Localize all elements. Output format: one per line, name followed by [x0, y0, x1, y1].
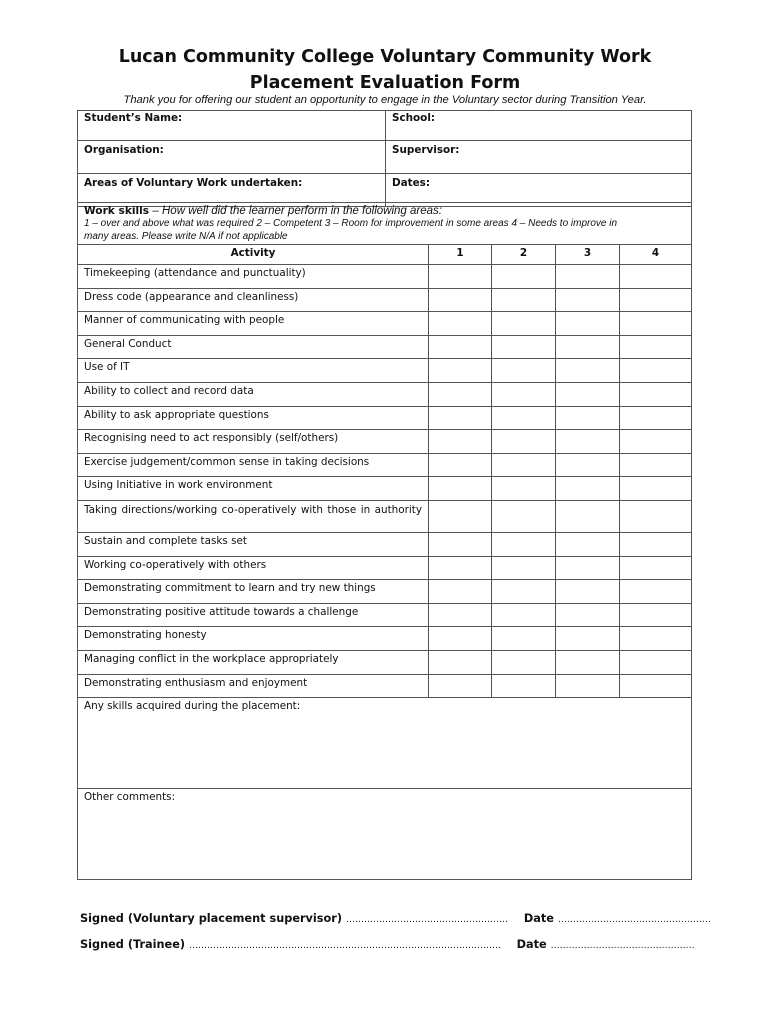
- rating-1-cell[interactable]: [429, 580, 492, 604]
- other-comments-row: [78, 789, 692, 880]
- supervisor-date-label: Date: [523, 912, 554, 925]
- activity-label: Exercise judgement/common sense in taking decisions: [78, 453, 429, 477]
- rating-4-cell[interactable]: [620, 382, 692, 406]
- work-skills-header: [78, 203, 692, 245]
- rating-3-cell[interactable]: [556, 430, 620, 454]
- activity-label: Sustain and complete tasks set: [78, 532, 429, 556]
- activity-row: [78, 430, 692, 454]
- title-line-1: Lucan Community College Voluntary Community Work: [118, 47, 652, 67]
- trainee-date-label: Date: [516, 938, 547, 951]
- activity-label: Taking directions/working co-operatively with those in authority: [78, 500, 429, 532]
- rating-2-cell[interactable]: [492, 359, 556, 383]
- activity-row: [78, 406, 692, 430]
- rating-1-cell[interactable]: [429, 556, 492, 580]
- activity-row: [78, 674, 692, 698]
- supervisor-signature-line: [80, 912, 711, 925]
- rating-1-cell[interactable]: [429, 627, 492, 651]
- rating-4-cell[interactable]: [620, 430, 692, 454]
- rating-2-cell[interactable]: [492, 382, 556, 406]
- rating-1-cell[interactable]: [429, 603, 492, 627]
- activity-row: [78, 556, 692, 580]
- rating-1-cell[interactable]: [429, 650, 492, 674]
- supervisor-signature-field[interactable]: ………………………………………………: [345, 915, 508, 925]
- activity-label: Demonstrating enthusiasm and enjoyment: [78, 674, 429, 698]
- rating-4-cell[interactable]: [620, 580, 692, 604]
- activity-row: [78, 453, 692, 477]
- rating-2-cell[interactable]: [492, 627, 556, 651]
- rating-4-cell[interactable]: [620, 627, 692, 651]
- rating-4-cell[interactable]: [620, 288, 692, 312]
- rating-2-cell[interactable]: [492, 603, 556, 627]
- rating-3-cell[interactable]: [556, 265, 620, 289]
- rating-1-cell[interactable]: [429, 265, 492, 289]
- activity-row: [78, 382, 692, 406]
- rating-3-cell[interactable]: [556, 312, 620, 336]
- rating-2-header: 2: [492, 245, 556, 265]
- dates-field[interactable]: Dates:: [386, 174, 692, 207]
- supervisor-signature-label: Signed (Voluntary placement supervisor): [80, 912, 343, 925]
- rating-4-cell[interactable]: [620, 674, 692, 698]
- rating-legend-line-1: 1 – over and above what was required 2 – Competent 3 – Room for improvement in some areas 4 – Needs to improve in: [84, 218, 618, 229]
- rating-3-cell[interactable]: [556, 580, 620, 604]
- rating-2-cell[interactable]: [492, 477, 556, 501]
- rating-4-header: 4: [620, 245, 692, 265]
- activity-label: Using Initiative in work environment: [78, 477, 429, 501]
- activity-label: General Conduct: [78, 335, 429, 359]
- rating-1-cell[interactable]: [429, 453, 492, 477]
- activity-row: [78, 359, 692, 383]
- rating-2-cell[interactable]: [492, 406, 556, 430]
- activity-label: Manner of communicating with people: [78, 312, 429, 336]
- form-title: [0, 44, 770, 96]
- rating-1-cell[interactable]: [429, 359, 492, 383]
- rating-4-cell[interactable]: [620, 312, 692, 336]
- work-skills-question: – How well did the learner perform in the following areas:: [152, 205, 442, 217]
- rating-2-cell[interactable]: [492, 580, 556, 604]
- column-header-row: [78, 245, 692, 265]
- rating-4-cell[interactable]: [620, 477, 692, 501]
- trainee-signature-line: [80, 938, 695, 951]
- trainee-date-field[interactable]: …………………………………………: [550, 941, 695, 951]
- rating-4-cell[interactable]: [620, 335, 692, 359]
- activity-label: Ability to ask appropriate questions: [78, 406, 429, 430]
- rating-4-cell[interactable]: [620, 453, 692, 477]
- rating-3-cell[interactable]: [556, 674, 620, 698]
- activity-label: Demonstrating honesty: [78, 627, 429, 651]
- rating-3-cell[interactable]: [556, 477, 620, 501]
- rating-3-cell[interactable]: [556, 500, 620, 532]
- rating-2-cell[interactable]: [492, 500, 556, 532]
- rating-2-cell[interactable]: [492, 430, 556, 454]
- activity-label: Use of IT: [78, 359, 429, 383]
- intro-text: Thank you for offering our student an opportunity to engage in the Voluntary sector during Transition Year.: [123, 94, 647, 106]
- supervisor-field[interactable]: Supervisor:: [386, 141, 692, 174]
- rating-1-cell[interactable]: [429, 430, 492, 454]
- activity-row: [78, 288, 692, 312]
- rating-3-cell[interactable]: [556, 288, 620, 312]
- rating-3-cell[interactable]: [556, 650, 620, 674]
- rating-4-cell[interactable]: [620, 603, 692, 627]
- rating-1-cell[interactable]: [429, 477, 492, 501]
- rating-2-cell[interactable]: [492, 674, 556, 698]
- activity-row: [78, 265, 692, 289]
- other-comments-field[interactable]: Other comments:: [78, 789, 692, 880]
- activity-label: Dress code (appearance and cleanliness): [78, 288, 429, 312]
- activity-row: [78, 335, 692, 359]
- rating-3-cell[interactable]: [556, 406, 620, 430]
- rating-1-cell[interactable]: [429, 335, 492, 359]
- rating-4-cell[interactable]: [620, 650, 692, 674]
- rating-3-cell[interactable]: [556, 627, 620, 651]
- rating-2-cell[interactable]: [492, 650, 556, 674]
- rating-1-cell[interactable]: [429, 288, 492, 312]
- rating-1-cell[interactable]: [429, 406, 492, 430]
- trainee-signature-field[interactable]: …………………………………………………………………………………………..: [188, 941, 501, 951]
- rating-3-header: 3: [556, 245, 620, 265]
- activity-row: [78, 312, 692, 336]
- rating-4-cell[interactable]: [620, 532, 692, 556]
- school-field[interactable]: School:: [386, 111, 692, 141]
- rating-legend-line-2: many areas. Please write N/A if not applicable: [84, 231, 288, 242]
- rating-1-cell[interactable]: [429, 532, 492, 556]
- activity-label: Working co-operatively with others: [78, 556, 429, 580]
- rating-2-cell[interactable]: [492, 335, 556, 359]
- rating-1-cell[interactable]: [429, 674, 492, 698]
- activity-row: [78, 500, 692, 532]
- skills-acquired-row: [78, 698, 692, 789]
- rating-1-cell[interactable]: [429, 500, 492, 532]
- activity-row: [78, 603, 692, 627]
- rating-3-cell[interactable]: [556, 382, 620, 406]
- rating-3-cell[interactable]: [556, 603, 620, 627]
- rating-3-cell[interactable]: [556, 532, 620, 556]
- rating-2-cell[interactable]: [492, 556, 556, 580]
- rating-2-cell[interactable]: [492, 453, 556, 477]
- work-skills-table: [77, 202, 692, 880]
- title-line-2: Placement Evaluation Form: [249, 73, 521, 93]
- rating-2-cell[interactable]: [492, 265, 556, 289]
- activity-row: [78, 580, 692, 604]
- rating-2-cell[interactable]: [492, 288, 556, 312]
- activity-label: Ability to collect and record data: [78, 382, 429, 406]
- areas-field[interactable]: Areas of Voluntary Work undertaken:: [78, 174, 386, 207]
- rating-4-cell[interactable]: [620, 359, 692, 383]
- activity-label: Demonstrating positive attitude towards a challenge: [78, 603, 429, 627]
- rating-4-cell[interactable]: [620, 500, 692, 532]
- rating-4-cell[interactable]: [620, 556, 692, 580]
- activity-label: Managing conflict in the workplace appropriately: [78, 650, 429, 674]
- activity-label: Recognising need to act responsibly (self/others): [78, 430, 429, 454]
- rating-3-cell[interactable]: [556, 556, 620, 580]
- activity-row: [78, 477, 692, 501]
- rating-3-cell[interactable]: [556, 335, 620, 359]
- activity-row: [78, 627, 692, 651]
- rating-3-cell[interactable]: [556, 359, 620, 383]
- activity-label: Demonstrating commitment to learn and try new things: [78, 580, 429, 604]
- student-name-field[interactable]: Student’s Name:: [78, 111, 386, 141]
- rating-1-cell[interactable]: [429, 382, 492, 406]
- activity-row: [78, 532, 692, 556]
- supervisor-date-field[interactable]: ……………………………………………: [557, 915, 711, 925]
- trainee-signature-label: Signed (Trainee): [80, 938, 186, 951]
- rating-1-header: 1: [429, 245, 492, 265]
- rating-3-cell[interactable]: [556, 453, 620, 477]
- organisation-field[interactable]: Organisation:: [78, 141, 386, 174]
- rating-2-cell[interactable]: [492, 312, 556, 336]
- rating-2-cell[interactable]: [492, 532, 556, 556]
- rating-1-cell[interactable]: [429, 312, 492, 336]
- activity-header: Activity: [78, 245, 429, 265]
- work-skills-title: Work skills: [84, 205, 150, 217]
- rating-4-cell[interactable]: [620, 406, 692, 430]
- activity-row: [78, 650, 692, 674]
- activity-label: Timekeeping (attendance and punctuality): [78, 265, 429, 289]
- skills-acquired-field[interactable]: Any skills acquired during the placement:: [78, 698, 692, 789]
- rating-4-cell[interactable]: [620, 265, 692, 289]
- info-table: [77, 110, 692, 207]
